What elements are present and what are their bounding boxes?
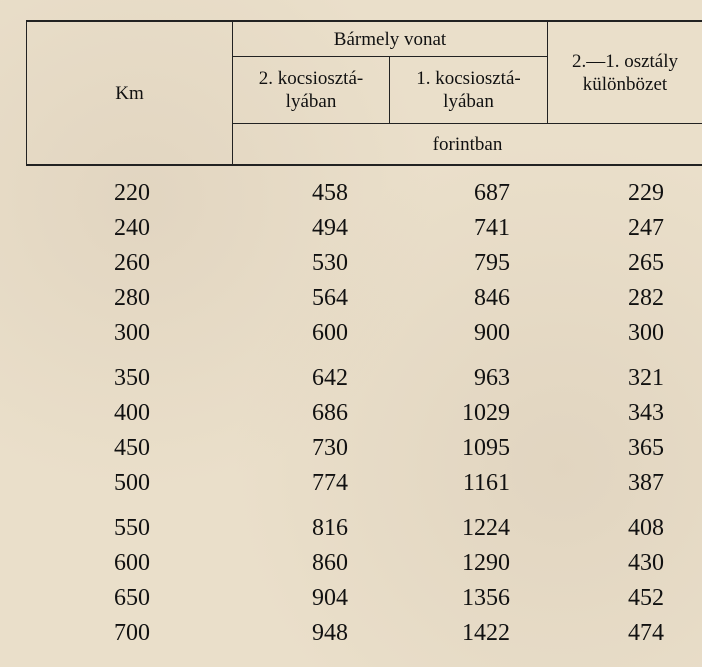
cell-class-1: 1422 <box>462 620 510 646</box>
header-class-2-line1: 2. kocsiosztá- <box>258 68 364 89</box>
cell-difference: 265 <box>628 250 664 276</box>
header-any-train: Bármely vonat <box>333 28 447 50</box>
cell-km: 700 <box>114 620 150 646</box>
cell-difference: 321 <box>628 365 664 391</box>
cell-class-1: 900 <box>474 320 510 346</box>
table-row <box>0 176 702 210</box>
cell-km: 550 <box>114 515 150 541</box>
cell-class-2: 494 <box>312 215 348 241</box>
table-row <box>0 546 702 580</box>
header-unit: forintban <box>432 133 503 155</box>
table-row <box>0 431 702 465</box>
cell-class-2: 816 <box>312 515 348 541</box>
cell-km: 500 <box>114 470 150 496</box>
cell-class-1: 963 <box>474 365 510 391</box>
header-difference <box>548 22 702 123</box>
cell-class-1: 1356 <box>462 585 510 611</box>
cell-class-2: 774 <box>312 470 348 496</box>
cell-difference: 247 <box>628 215 664 241</box>
cell-class-2: 948 <box>312 620 348 646</box>
cell-class-1: 1290 <box>462 550 510 576</box>
table-row <box>0 316 702 350</box>
cell-km: 300 <box>114 320 150 346</box>
table-row <box>0 511 702 545</box>
cell-km: 600 <box>114 550 150 576</box>
cell-class-2: 642 <box>312 365 348 391</box>
cell-class-1: 795 <box>474 250 510 276</box>
table-row <box>0 281 702 315</box>
cell-difference: 365 <box>628 435 664 461</box>
cell-class-1: 846 <box>474 285 510 311</box>
cell-difference: 300 <box>628 320 664 346</box>
cell-difference: 343 <box>628 400 664 426</box>
cell-class-1: 1029 <box>462 400 510 426</box>
table-row <box>0 396 702 430</box>
cell-difference: 282 <box>628 285 664 311</box>
header-class-1 <box>390 57 547 123</box>
table-row <box>0 616 702 650</box>
cell-km: 650 <box>114 585 150 611</box>
cell-class-1: 687 <box>474 180 510 206</box>
cell-class-2: 686 <box>312 400 348 426</box>
cell-class-2: 730 <box>312 435 348 461</box>
header-class-1-line1: 1. kocsiosztá- <box>416 68 521 89</box>
header-difference-line1: 2.—1. osztály <box>571 50 679 72</box>
header-km: Km <box>115 82 144 104</box>
rule-bottom <box>26 164 702 166</box>
cell-class-2: 600 <box>312 320 348 346</box>
cell-class-1: 1095 <box>462 435 510 461</box>
table-header <box>0 0 702 167</box>
cell-difference: 229 <box>628 180 664 206</box>
table-row <box>0 466 702 500</box>
cell-class-2: 564 <box>312 285 348 311</box>
cell-class-2: 904 <box>312 585 348 611</box>
table-row <box>0 246 702 280</box>
header-class-2-line2: lyában <box>285 91 337 112</box>
table-row <box>0 211 702 245</box>
cell-km: 260 <box>114 250 150 276</box>
cell-difference: 474 <box>628 620 664 646</box>
table-row <box>0 361 702 395</box>
header-class-2 <box>233 57 389 123</box>
cell-class-1: 741 <box>474 215 510 241</box>
cell-class-2: 458 <box>312 180 348 206</box>
cell-km: 220 <box>114 180 150 206</box>
cell-km: 400 <box>114 400 150 426</box>
header-class-1-line2: lyában <box>443 91 494 112</box>
cell-class-1: 1161 <box>462 470 510 496</box>
cell-class-1: 1224 <box>462 515 510 541</box>
cell-km: 350 <box>114 365 150 391</box>
table-row <box>0 581 702 615</box>
cell-km: 450 <box>114 435 150 461</box>
cell-difference: 452 <box>628 585 664 611</box>
cell-class-2: 530 <box>312 250 348 276</box>
cell-difference: 408 <box>628 515 664 541</box>
cell-km: 240 <box>114 215 150 241</box>
header-difference-line2: különbözet <box>582 73 668 95</box>
cell-difference: 430 <box>628 550 664 576</box>
cell-km: 280 <box>114 285 150 311</box>
cell-difference: 387 <box>628 470 664 496</box>
cell-class-2: 860 <box>312 550 348 576</box>
